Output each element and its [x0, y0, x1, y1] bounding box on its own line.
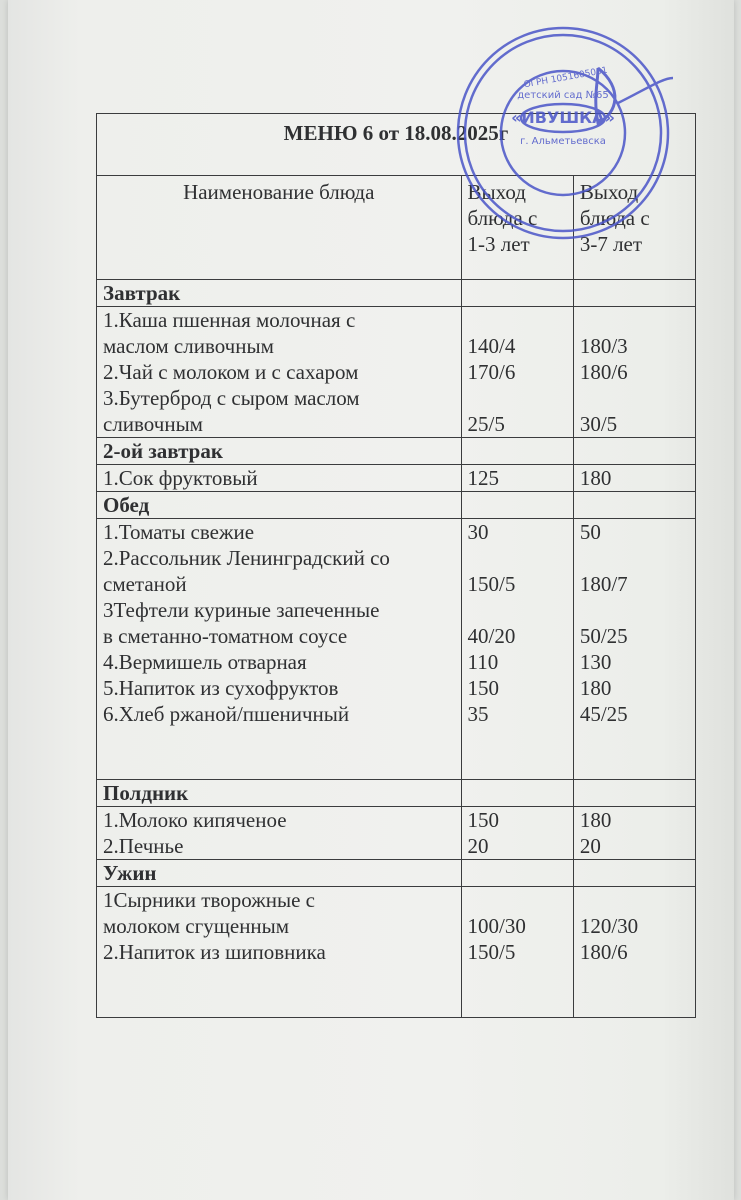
dish-name-line: 1.Томаты свежие	[103, 520, 255, 544]
dish-name-line: 2.Чай с молоком и с сахаром	[103, 360, 359, 384]
portion-value: 30	[467, 520, 489, 544]
portion-3-7	[573, 465, 695, 492]
portion-value: 180/6	[579, 940, 628, 964]
empty-cell	[573, 860, 695, 887]
portion-value: 180/3	[579, 334, 628, 358]
portion-value: 180/6	[579, 360, 628, 384]
portion-value: 180	[579, 808, 612, 832]
empty-cell	[461, 780, 573, 807]
section-title: Завтрак	[97, 280, 462, 307]
section-title: 2-ой завтрак	[97, 438, 462, 465]
empty-cell	[461, 860, 573, 887]
portion-value: 150	[467, 808, 499, 832]
section-row	[97, 280, 696, 307]
portion-value: 150/5	[467, 572, 516, 596]
portion-value: 150	[467, 676, 499, 700]
header-dish-name: Наименование блюда	[97, 176, 462, 280]
portion-1-3	[461, 519, 573, 780]
section-title: Полдник	[97, 780, 462, 807]
dish-name-line: 2.Рассольник Ленинградский со	[103, 546, 390, 570]
header-text: блюда с	[467, 206, 538, 230]
empty-cell	[573, 280, 695, 307]
portion-value: 125	[467, 466, 499, 490]
dish-name-line: сметаной	[103, 572, 187, 596]
paper-sheet	[8, 0, 734, 1200]
items-row	[97, 307, 696, 438]
portion-value: 180	[579, 676, 612, 700]
portion-value: 20	[579, 834, 601, 858]
empty-cell	[573, 492, 695, 519]
empty-cell	[573, 438, 695, 465]
header-row	[97, 176, 696, 280]
portion-value: 35	[467, 702, 489, 726]
dish-name-line: 2.Печнье	[103, 834, 184, 858]
portion-value: 30/5	[579, 412, 618, 436]
portion-value: 120/30	[579, 914, 639, 938]
dish-names	[97, 887, 462, 1018]
portion-value: 50/25	[579, 624, 628, 648]
dish-name-line: 1Сырники творожные с	[103, 888, 315, 912]
portion-1-3	[461, 887, 573, 1018]
empty-cell	[461, 438, 573, 465]
empty-cell	[461, 492, 573, 519]
portion-value: 170/6	[467, 360, 516, 384]
empty-cell	[461, 280, 573, 307]
items-row	[97, 519, 696, 780]
section-title: Ужин	[97, 860, 462, 887]
portion-value: 100/30	[467, 914, 526, 938]
dish-name-line: молоком сгущенным	[103, 914, 290, 938]
portion-3-7	[573, 807, 695, 860]
portion-value: 180	[579, 466, 612, 490]
portion-3-7	[573, 519, 695, 780]
dish-name-line: 6.Хлеб ржаной/пшеничный	[103, 702, 350, 726]
portion-1-3	[461, 307, 573, 438]
header-text: 1-3 лет	[467, 232, 530, 256]
dish-name-line: 5.Напиток из сухофруктов	[103, 676, 339, 700]
portion-1-3	[461, 465, 573, 492]
header-text: Выход	[467, 180, 526, 204]
dish-name-line: 4.Вермишель отварная	[103, 650, 307, 674]
dish-names	[97, 307, 462, 438]
portion-value: 140/4	[467, 334, 516, 358]
items-row	[97, 887, 696, 1018]
dish-name-line: 1.Каша пшенная молочная с	[103, 308, 356, 332]
dish-name-line: 2.Напиток из шиповника	[103, 940, 326, 964]
portion-value: 50	[579, 520, 601, 544]
dish-names	[97, 807, 462, 860]
portion-1-3	[461, 807, 573, 860]
dish-names	[97, 519, 462, 780]
dish-name-line: 1.Молоко кипяченое	[103, 808, 287, 832]
portion-value: 110	[467, 650, 499, 674]
stamp-city: г. Альметьевска	[520, 136, 606, 147]
portion-3-7	[573, 307, 695, 438]
dish-name-line: в сметанно-томатном соусе	[103, 624, 348, 648]
section-title: Обед	[97, 492, 462, 519]
portion-value: 40/20	[467, 624, 516, 648]
header-text: блюда с	[579, 206, 650, 230]
dish-names	[97, 465, 462, 492]
portion-value: 25/5	[467, 412, 505, 436]
dish-name-line: 3.Бутерброд с сыром маслом	[103, 386, 360, 410]
section-row	[97, 438, 696, 465]
portion-3-7	[573, 887, 695, 1018]
stamp-ogrn: ОГРН 1051605001	[522, 65, 609, 91]
dish-name-line: маслом сливочным	[103, 334, 274, 358]
section-row	[97, 780, 696, 807]
items-row	[97, 465, 696, 492]
empty-cell	[573, 780, 695, 807]
header-age-1-3	[461, 176, 573, 280]
portion-value: 45/25	[579, 702, 628, 726]
portion-value: 150/5	[467, 940, 516, 964]
stamp-number: детский сад №65	[517, 90, 609, 101]
stamp-name: «ИВУШКА»	[511, 108, 615, 127]
items-row	[97, 807, 696, 860]
header-text: Выход	[579, 180, 639, 204]
menu-title: МЕНЮ 6 от 18.08.2025г	[97, 114, 696, 176]
dish-name-line: 1.Сок фруктовый	[103, 466, 258, 490]
portion-value: 130	[579, 650, 612, 674]
section-row	[97, 492, 696, 519]
portion-value: 180/7	[579, 572, 628, 596]
section-row	[97, 860, 696, 887]
dish-name-line: сливочным	[103, 412, 203, 436]
header-text: 3-7 лет	[579, 232, 643, 256]
dish-name-line: 3Тефтели куриные запеченные	[103, 598, 380, 622]
portion-value: 20	[467, 834, 489, 858]
menu-table	[96, 113, 696, 1018]
header-age-3-7	[573, 176, 695, 280]
